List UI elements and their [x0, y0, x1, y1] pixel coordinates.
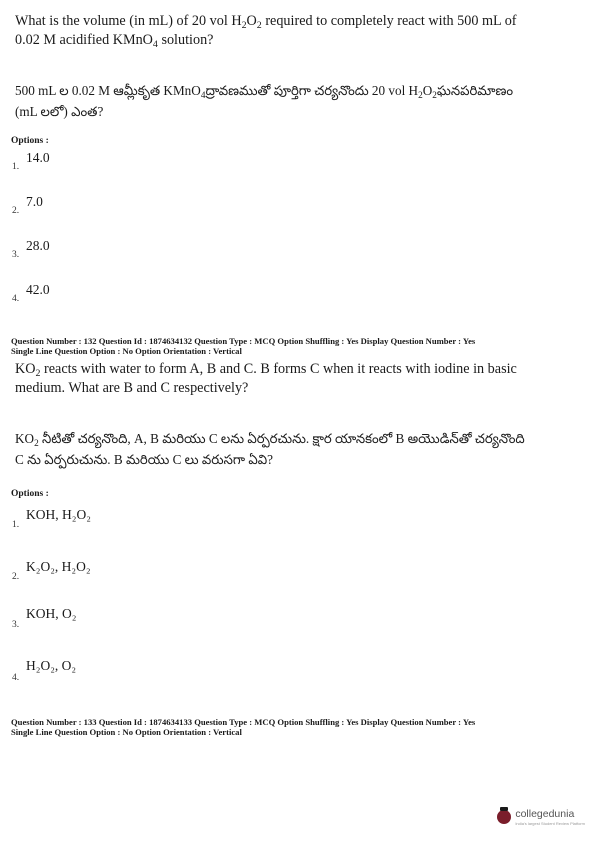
q132-te-line1: $KO_2$ నీటితో చర్యనొంది, A, B మరియు C లను ఏర్పరచును. క్షార యానకంలో B అయొడిన్‌తో చర్యనొంది [15, 431, 525, 448]
logo-tagline: India's largest Student Review Platform [515, 821, 585, 826]
q131-en-line1: What is the volume (in mL) of 20 vol $H_2O_2$ required to completely react with 500 mL of [15, 13, 517, 31]
q132-option-4[interactable]: H₂O₂, O₂ [26, 658, 77, 673]
q132-en-line1: $KO_2$ reacts with water to form A, B and C. B forms C when it reacts with iodine in basic [15, 361, 517, 379]
q131-option-1-number: 1. [12, 162, 20, 172]
graduation-cap-icon [497, 810, 511, 824]
q132-en-line2: medium. What are B and C respectively? [15, 380, 249, 396]
q131-english-text [15, 12, 575, 50]
q132-option-4-number: 4. [12, 673, 20, 683]
q132-english-text [15, 360, 575, 398]
collegedunia-logo [497, 808, 585, 832]
q132-te-line2: C ను ఏర్పరుచును. B మరియు C లు వరుసగా ఏవి? [15, 452, 273, 467]
q131-options-label: Options : [11, 136, 49, 146]
q132-meta [11, 337, 586, 356]
q132-meta-line2: Single Line Question Option : No Option Orientation : Vertical [11, 345, 242, 356]
q132-option-1[interactable]: KOH, H₂O₂ [26, 507, 91, 522]
q131-te-line1: 500 mL ల 0.02 M ఆమ్లీకృత KMnO$_4$ద్రావణముతో పూర్తిగా చర్యనొందు 20 vol $H_2O_2ఘనపరిమాణం$ [15, 83, 514, 100]
q132-meta-line1: Question Number : 132 Question Id : 1874634132 Question Type : MCQ Option Shuffling : Yes Display Question Number : Yes [11, 336, 476, 346]
q132-option-3[interactable]: KOH, O₂ [26, 606, 77, 621]
q131-option-3-number: 3. [12, 250, 20, 260]
q132-options-label: Options : [11, 489, 49, 499]
q131-option-3[interactable]: 28.0 [26, 238, 50, 253]
q132-option-2[interactable]: K₂O₂, H₂O₂ [26, 559, 91, 574]
q131-option-4-number: 4. [12, 294, 20, 304]
q132-option-3-number: 3. [12, 620, 20, 630]
q133-meta-line2: Single Line Question Option : No Option Orientation : Vertical [11, 726, 242, 737]
q131-option-2-number: 2. [12, 206, 20, 216]
q131-option-4[interactable]: 42.0 [26, 282, 50, 297]
q131-option-1[interactable]: 14.0 [26, 150, 50, 165]
logo-text: collegedunia [515, 808, 575, 820]
q133-meta [11, 718, 586, 737]
q132-option-2-number: 2. [12, 572, 20, 582]
q131-option-2[interactable]: 7.0 [26, 194, 43, 209]
q133-meta-line1: Question Number : 133 Question Id : 1874634133 Question Type : MCQ Option Shuffling : Yes Display Question Number : Yes [11, 717, 476, 727]
q131-te-line2: (mL లలో) ఎంత? [15, 104, 104, 119]
q131-telugu-text [15, 80, 580, 122]
q131-en-line2: 0.02 M acidified KMnO$_4$ solution? [15, 32, 214, 50]
q132-option-1-number: 1. [12, 520, 20, 530]
q132-telugu-text [15, 428, 580, 470]
